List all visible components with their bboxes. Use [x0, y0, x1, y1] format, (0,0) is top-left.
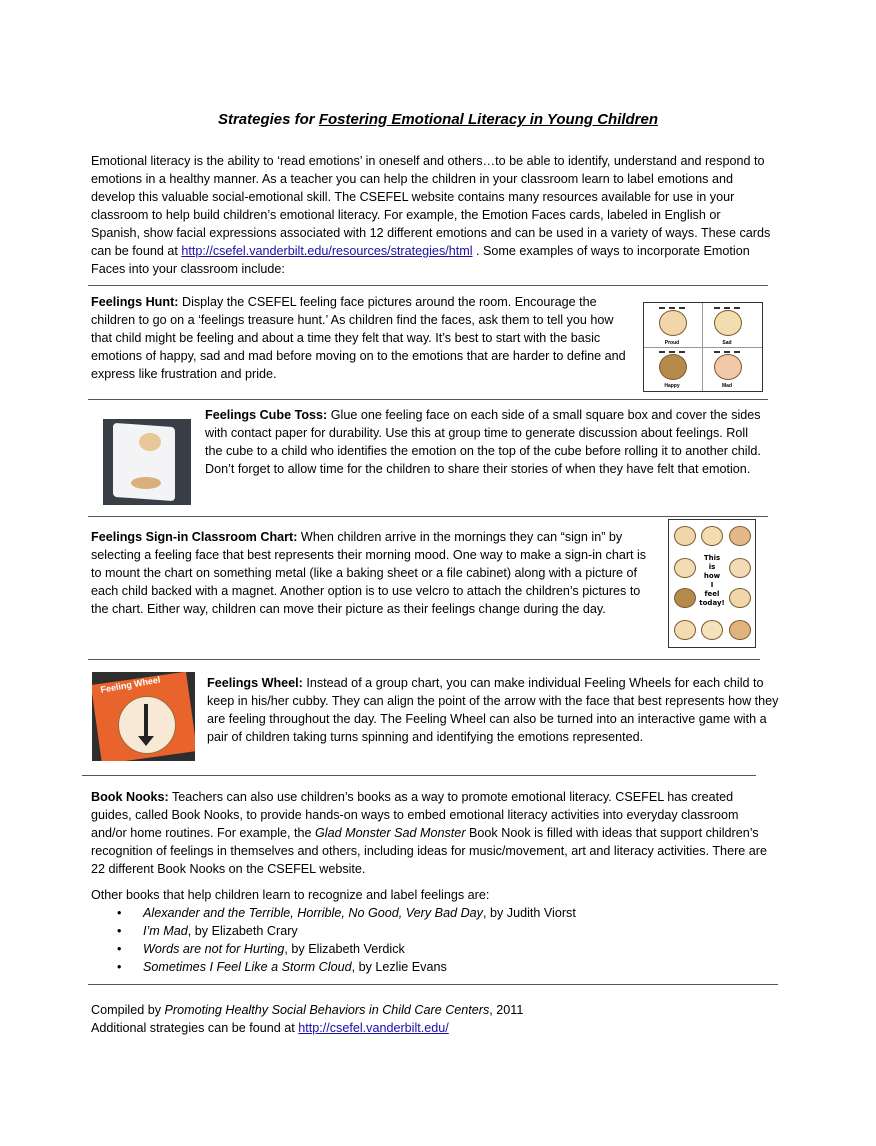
feelings-cube-heading: Feelings Cube Toss: [205, 408, 328, 422]
list-item [91, 958, 771, 976]
bullet: • [117, 960, 122, 974]
books-intro: Other books that help children learn to recognize and label feelings are: [91, 888, 490, 902]
book-author: , by Judith Viorst [482, 906, 576, 920]
embarrassed-face-icon [701, 526, 723, 546]
chart-caption: This is how I feel today! [699, 554, 725, 607]
book-author: , by Lezlie Evans [351, 960, 447, 974]
book-nooks-heading: Book Nooks: [91, 790, 169, 804]
book-author: , by Elizabeth Verdick [284, 942, 405, 956]
lonely-face-icon [729, 620, 751, 640]
book-nooks-italic-title: Glad Monster Sad Monster [315, 826, 466, 840]
feelings-cube-photo [103, 419, 191, 505]
intro-text-b: . Some examples of ways to incorporate Emotion Faces into your classroom include: [91, 244, 750, 276]
intro-text-a: Emotional literacy is the ability to ‘read emotions’ in oneself and others…to be able to identify, understand and respond to emotions in a healthy manner. As a teacher you can help the children in your classroom learn to label emotions and develop this valuable social-emotional skill. The CSEFEL website contains many resources available for use in your classroom to help build children’s emotional literacy. For example, the Emotion Faces cards, labeled in English or Spanish, show facial expressions associated with 12 different emotions and can be used in a variety of ways. These cards can be found at [91, 154, 771, 258]
book-author: , by Elizabeth Crary [187, 924, 298, 938]
wheel-label: Feeling Wheel [99, 674, 162, 695]
feelings-hunt-heading: Feelings Hunt: [91, 295, 179, 309]
feelings-hunt-body: Display the CSEFEL feeling face pictures around the room. Encourage the children to go on a ‘feelings treasure hunt.’ As children find the faces, ask them to tell you how that child might be feeling and about a time they felt that way. It’s best to start with the basic emotions of happy, sad and mad before moving on to the emotions that are harder to define and express like frustration and pride. [91, 295, 626, 381]
bullet: • [117, 924, 122, 938]
scared-face-icon [674, 620, 696, 640]
book-nooks-body-b: Book Nook is filled with ideas that support children’s recognition of feelings in themselves and others, including ideas for music/movement, art and literacy activities. There are 22 different Book Nooks on the CSEFEL website. [91, 826, 767, 876]
feelings-signin-heading: Feelings Sign-in Classroom Chart: [91, 530, 298, 544]
cube-face-icon [139, 433, 161, 451]
list-item [91, 922, 771, 940]
feelings-signin-section [91, 528, 651, 618]
divider [88, 399, 768, 400]
face-label-mad: Mad [722, 383, 732, 389]
page-title [0, 111, 876, 129]
feelings-wheel-photo [92, 672, 195, 761]
face-label-sad: Sad [722, 340, 732, 346]
book-nooks-body-a: Teachers can also use children’s books as a way to promote emotional literacy. CSEFEL has created guides, called Book Nooks, to provide hands-on ways to embed emotional literacy activities into everyday classroom and/or home routines. For example, the [91, 790, 739, 840]
title-prefix: Strategies for [217, 111, 319, 128]
book-title: I’m Mad [143, 924, 188, 938]
book-nooks-section [91, 788, 771, 878]
divider [82, 775, 756, 776]
book-title: Alexander and the Terrible, Horrible, No Good, Very Bad Day [143, 906, 483, 920]
feelings-wheel-section [207, 674, 779, 746]
feelings-wheel-body: Instead of a group chart, you can make individual Feeling Wheels for each child to keep in his/her cubby. They can align the point of the arrow with the face that best represents how they are feeling throughout the day. The Feeling Wheel can also be turned into an interactive game with a pair of children taking turns spinning and identifying the emotions represented. [207, 676, 779, 744]
list-item [91, 904, 771, 922]
feelings-cube-body: Glue one feeling face on each side of a small square box and cover the sides with contact paper for durability. Use this at group time to generate discussion about feelings. Roll the cube to a child who identifies the emotion on the top of the cube before rolling it to another child. Don’t forget to allow time for the children to share their stories of when they have felt that emotion. [205, 408, 761, 476]
books-list [91, 904, 771, 976]
bullet: • [117, 906, 122, 920]
face-icon [674, 558, 696, 578]
title-underlined: Fostering Emotional Literacy in Young Children [318, 111, 659, 128]
happy-face-icon [674, 588, 696, 608]
emotion-faces-image [643, 302, 763, 392]
strategies-link[interactable]: http://csefel.vanderbilt.edu/resources/strategies/html [181, 244, 473, 258]
divider [88, 516, 768, 517]
book-title: Words are not for Hurting [143, 942, 285, 956]
face-label-happy: Happy [664, 383, 680, 389]
list-item [91, 940, 771, 958]
feelings-hunt-section [91, 293, 631, 383]
book-title: Sometimes I Feel Like a Storm Cloud [143, 960, 352, 974]
divider [88, 659, 760, 660]
divider [88, 984, 778, 985]
frustrated-face-icon [674, 526, 696, 546]
intro-paragraph [91, 152, 771, 278]
arrow-icon [144, 704, 148, 740]
footer-more-strategies: Additional strategies can be found at http://csefel.vanderbilt.edu/ [91, 1021, 449, 1035]
signin-chart-image [668, 519, 756, 648]
sad-face-icon [729, 526, 751, 546]
csefel-home-link[interactable]: http://csefel.vanderbilt.edu/ [298, 1021, 449, 1035]
face-label-proud: Proud [664, 340, 680, 346]
face-icon [729, 558, 751, 578]
feelings-signin-body: When children arrive in the mornings they can “sign in” by selecting a feeling face that best represents their morning mood. One way to make a sign-in chart is to mount the chart on something metal (like a baking sheet or a file cabinet) along with a picture of each child backed with a magnet. Another option is to use velcro to attach the children’s pictures to the chart. Either way, children can move their picture as their feelings change during the day. [91, 530, 647, 616]
feelings-cube-section [205, 406, 765, 478]
footer-compiled-by: Compiled by Promoting Healthy Social Behaviors in Child Care Centers, 2011 [91, 1003, 524, 1017]
divider [88, 285, 768, 286]
proud-face-icon [729, 588, 751, 608]
loved-face-icon [701, 620, 723, 640]
feelings-wheel-heading: Feelings Wheel: [207, 676, 303, 690]
bullet: • [117, 942, 122, 956]
footer-source-title: Promoting Healthy Social Behaviors in Child Care Centers [164, 1003, 490, 1017]
